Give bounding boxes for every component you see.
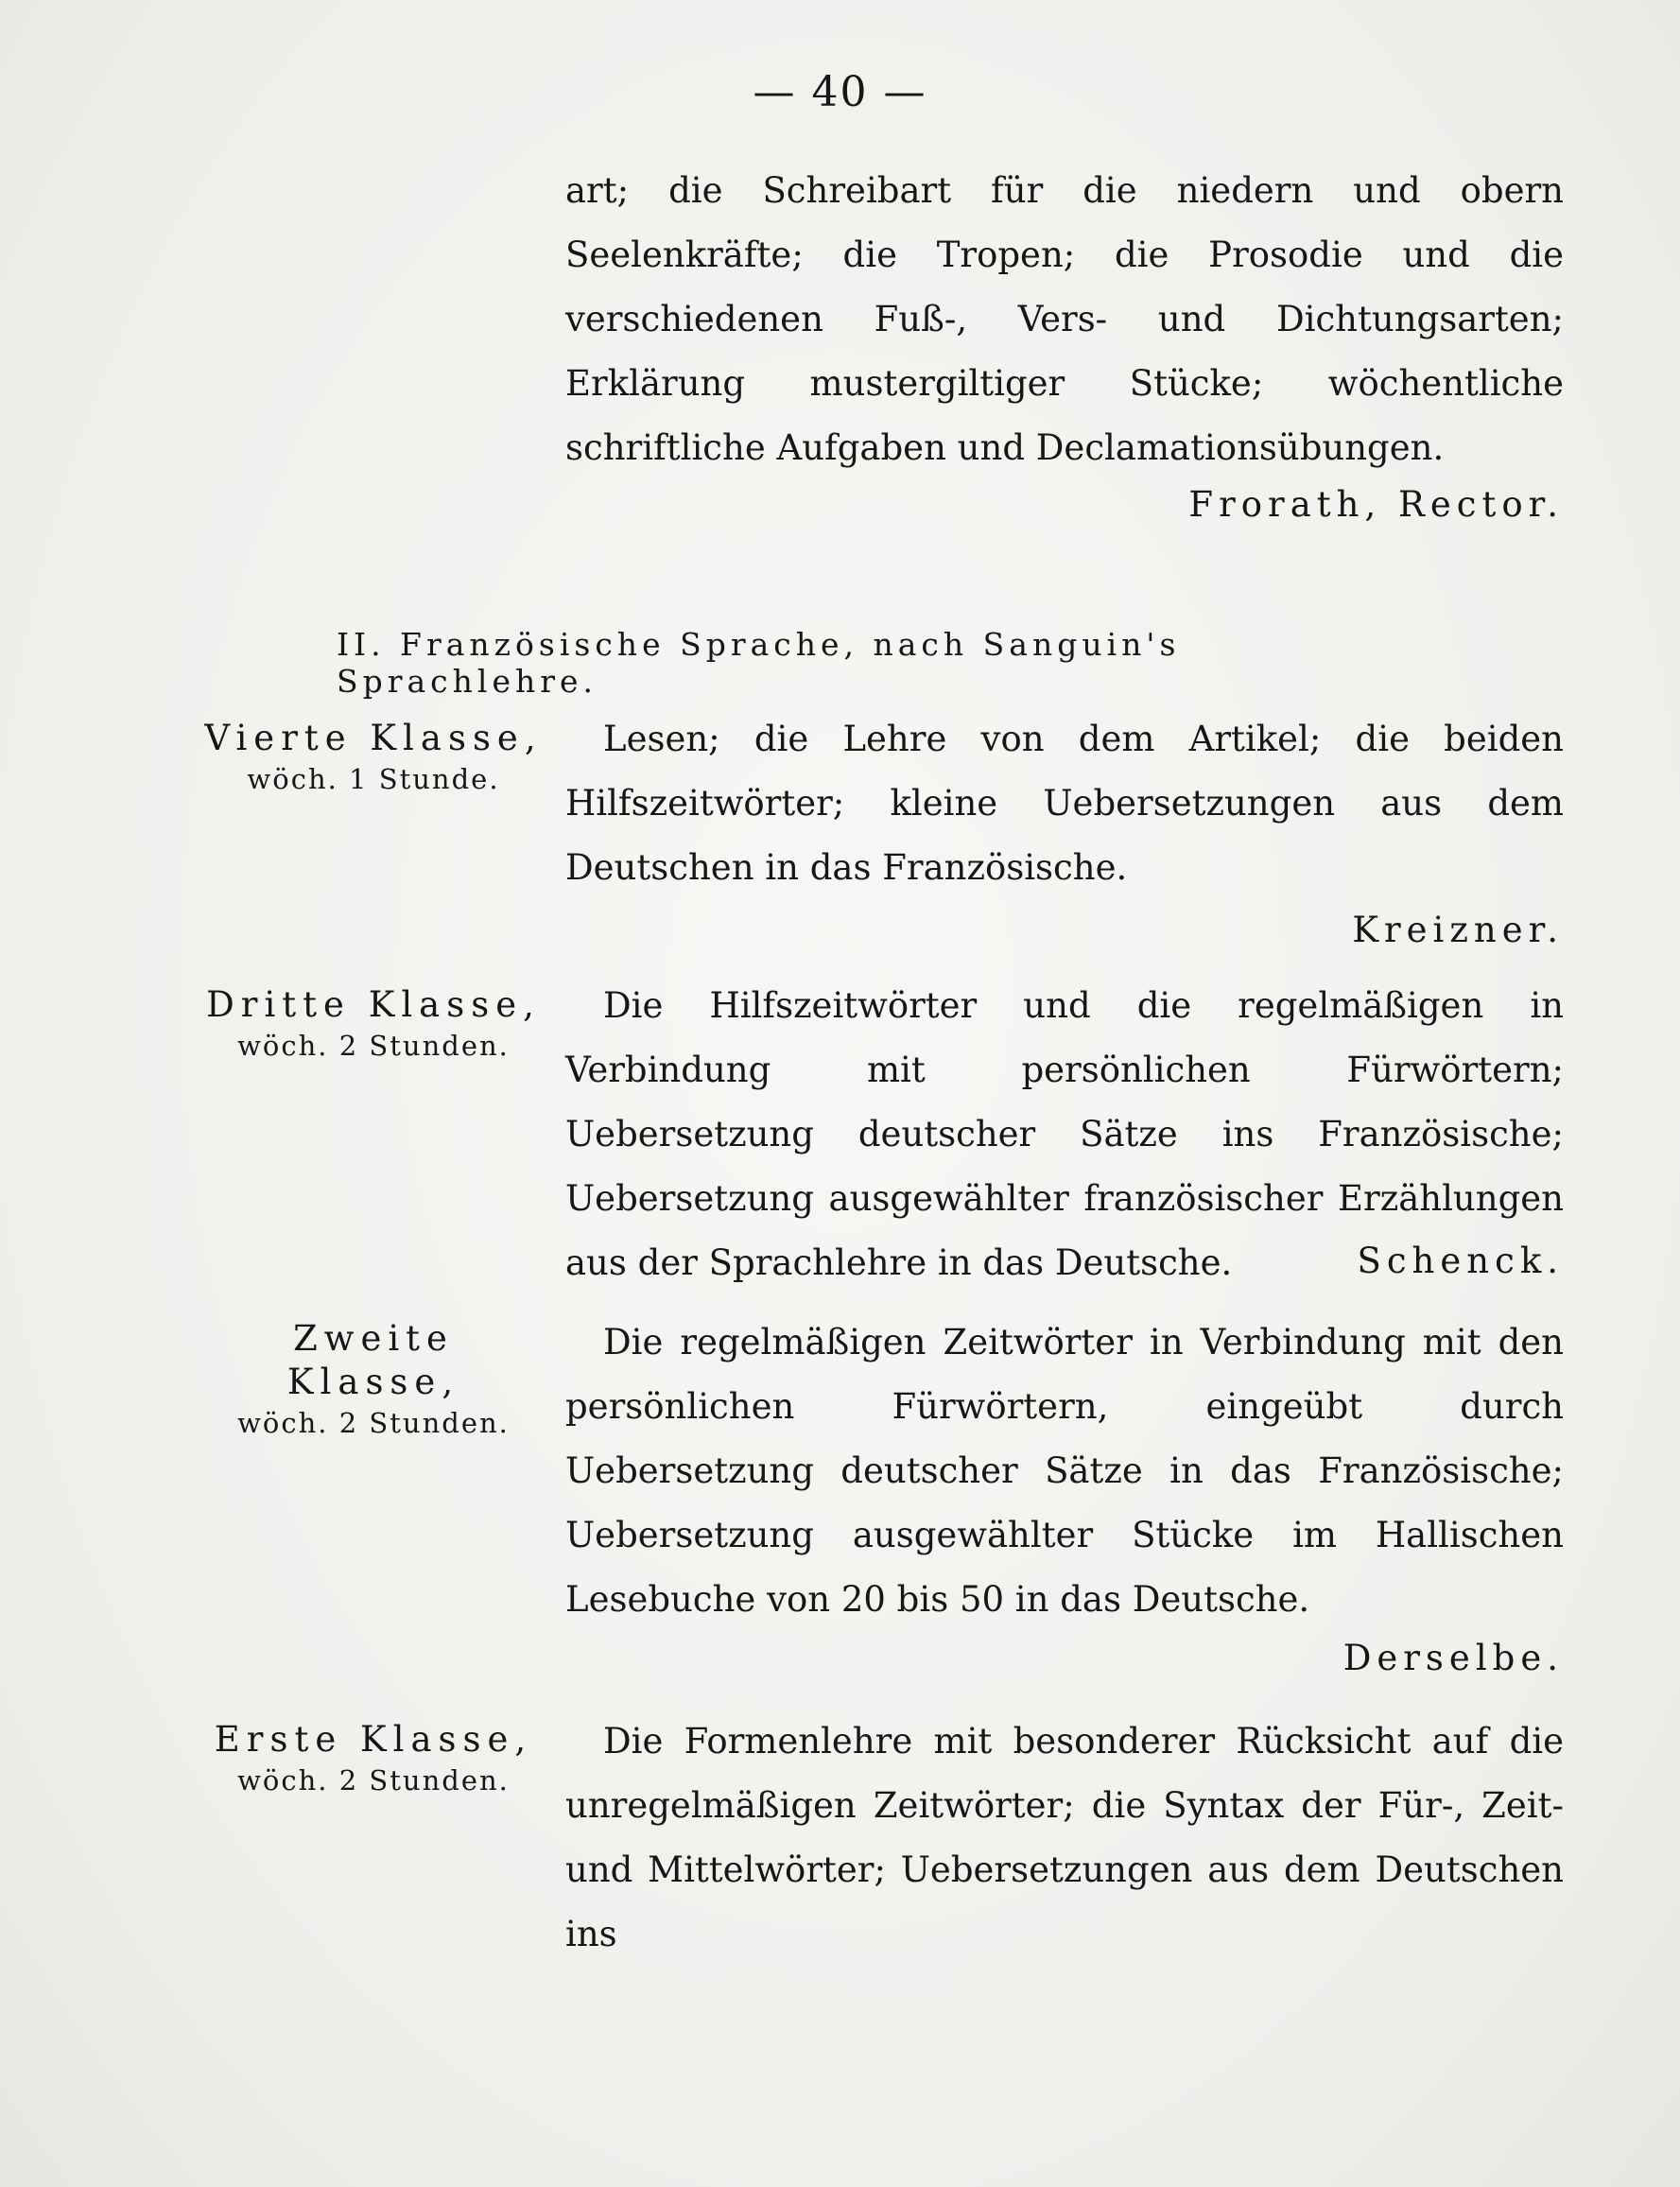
- teacher-signature-vierte: Kreizner.: [1352, 910, 1564, 950]
- class-label-dritte: [203, 983, 544, 1065]
- class-text-dritte: Die Hilfszeitwörter und die regelmäßigen in Verbindung mit persönlichen Fürwörtern; Uebersetzung deutscher Sätze ins Französische; Uebersetzung ausgewählter französischer Erzählungen aus der Sprachlehre in das Deutsche.: [565, 985, 1564, 1283]
- class-label-zweite: [203, 1317, 544, 1442]
- class-name: Vierte Klasse,: [204, 718, 543, 758]
- class-text-zweite: Die regelmäßigen Zeitwörter in Verbindung mit den persönlichen Fürwörtern, eingeübt durch Uebersetzung deutscher Sätze in das Französische; Uebersetzung ausgewählter Stücke im Hallischen Lesebuche von 20 bis 50 in das Deutsche.: [565, 1322, 1564, 1620]
- section-heading: II. Französische Sprache, nach Sanguin's Sprachlehre.: [337, 626, 1181, 700]
- intro-paragraph: art; die Schreibart für die niedern und obern Seelenkräfte; die Tropen; die Prosodie und die verschiedenen Fuß-, Vers- und Dichtungsarten; Erklärung mustergiltiger Stücke; wöchentliche schriftliche Aufgaben und Declamationsübungen.: [565, 170, 1564, 468]
- class-hours: wöch. 2 Stunden.: [237, 1407, 510, 1439]
- class-hours: wöch. 1 Stunde.: [247, 763, 500, 795]
- class-label-vierte: [203, 717, 544, 798]
- class-name: Zweite Klasse,: [286, 1318, 460, 1402]
- class-text-vierte: Lesen; die Lehre von dem Artikel; die beiden Hilfszeitwörter; kleine Uebersetzungen aus dem Deutschen in das Französische.: [565, 719, 1564, 888]
- intro-signature: Frorath, Rector.: [1188, 484, 1564, 525]
- class-text-erste: Die Formenlehre mit besonderer Rücksicht auf die unregelmäßigen Zeitwörter; die Syntax der Für-, Zeit- und Mittelwörter; Uebersetzungen aus dem Deutschen ins: [565, 1721, 1564, 1954]
- class-name: Dritte Klasse,: [206, 984, 541, 1025]
- class-label-erste: [203, 1718, 544, 1799]
- class-name: Erste Klasse,: [214, 1719, 533, 1760]
- teacher-signature-zweite: Derselbe.: [1342, 1638, 1564, 1678]
- page-number: — 40 —: [753, 68, 927, 116]
- teacher-signature-dritte: Schenck.: [1357, 1241, 1564, 1281]
- class-hours: wöch. 2 Stunden.: [237, 1030, 510, 1062]
- class-hours: wöch. 2 Stunden.: [237, 1764, 510, 1796]
